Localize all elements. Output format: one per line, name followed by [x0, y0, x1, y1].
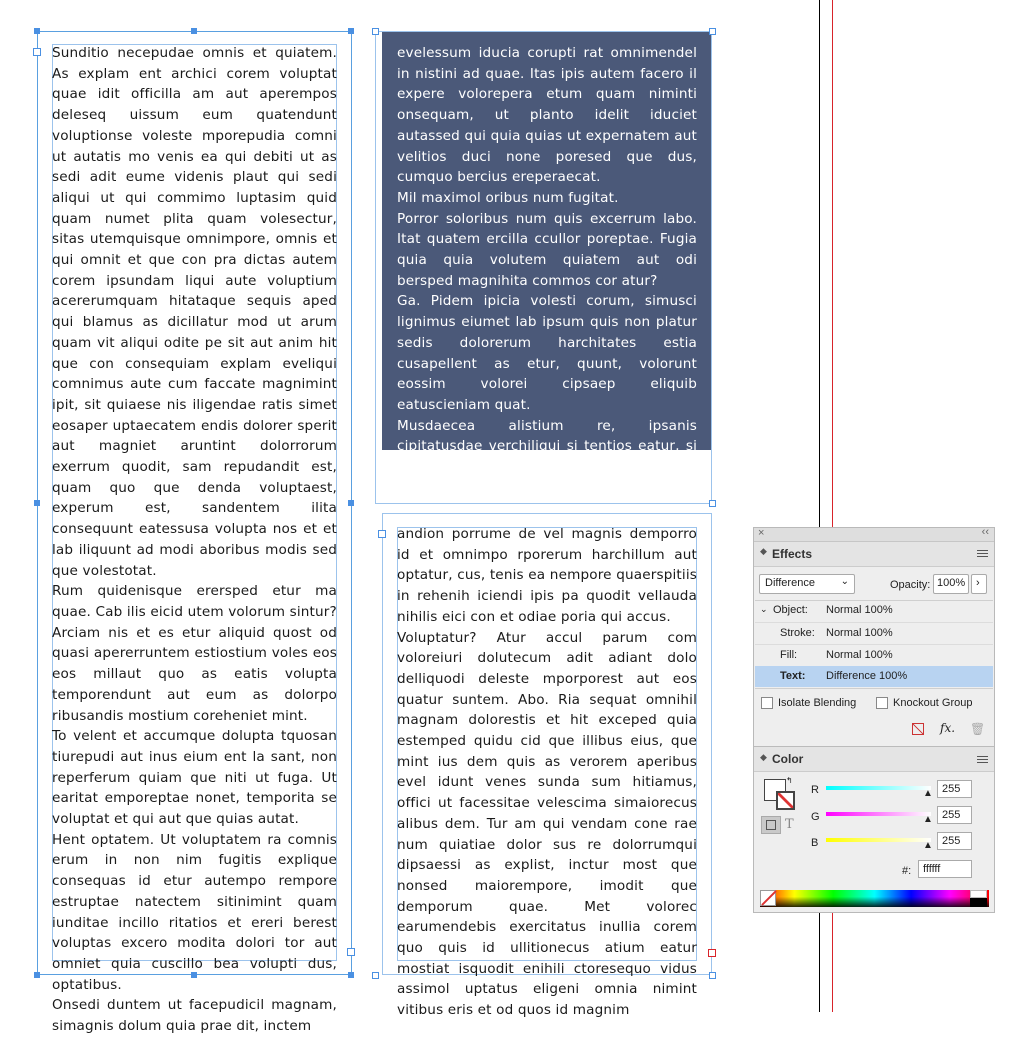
paragraph: andion porrume de vel magnis demporro id et omnimpo rporerum harchillum aut optatur, cus, tenis ea nempore quaerspitiis in rehenih iciendi ipis pa quodit vellauda nihilis eici con et odiae poria qui accus. — [397, 526, 697, 625]
paragraph: Hent optatem. Ut voluptatem ra comnis erum in non nim fugitis explique consequas id etur autempo rempore estruptae natectem sitinimint quam iunditae incillo ritatios et ereri berest voluptas excero modita dolori tor aut omniet quia cuscillo bea volupti dus, optatibus. — [52, 831, 337, 993]
effects-row-stroke[interactable] — [755, 622, 993, 644]
in-port-bottom[interactable] — [378, 530, 386, 538]
r-label: R — [811, 784, 819, 796]
opacity-input[interactable] — [933, 574, 969, 594]
close-icon[interactable]: × — [758, 527, 765, 539]
g-label: G — [811, 811, 820, 823]
b-input[interactable] — [937, 832, 972, 850]
handle-top-left[interactable] — [34, 28, 40, 34]
chevron-right-icon: › — [976, 577, 980, 589]
hex-label: #: — [902, 865, 912, 877]
handle-top-left-hollow[interactable] — [372, 28, 379, 35]
panel-menu-icon[interactable] — [977, 550, 988, 559]
row-value: Difference 100% — [826, 670, 908, 682]
handle-bottom-left[interactable] — [34, 972, 40, 978]
black-swatch[interactable] — [970, 898, 987, 907]
paragraph: evelessum iducia corupti rat omnimendel in nistini ad quae. Itas ipis autem facero il expere volorepera etum quam niminti onsequam, ut planto idelit iduciet autassed qui quia quias ut expernatem aut velitios duci none poresed que dus, cumquo bercius ereperaecat. — [397, 45, 697, 186]
handle-bottom-right[interactable] — [348, 972, 354, 978]
blend-mode-value: Difference — [765, 577, 815, 589]
fx-icon[interactable]: fx. — [940, 721, 956, 735]
b-label: B — [811, 837, 819, 849]
disclosure-triangle-icon[interactable]: ⌄ — [760, 604, 768, 614]
knockout-group-checkbox[interactable] — [876, 697, 888, 709]
bottom-right-text — [397, 524, 697, 1019]
panel-titlebar — [754, 528, 994, 542]
collapse-icon[interactable]: ‹‹ — [981, 526, 989, 538]
dark-box-outline — [375, 31, 712, 504]
g-value: 255 — [942, 809, 961, 821]
hex-value: ffffff — [923, 863, 941, 875]
paragraph: Porror soloribus num quis excerrum labo. Itat quatem ercilla ccullor poreptae. Fugia quia quia volutem quiatem aut odi bersped magnihita commos cor atur? — [397, 210, 697, 289]
in-port[interactable] — [33, 48, 41, 56]
effects-tab[interactable] — [754, 542, 994, 567]
handle-top-mid[interactable] — [191, 28, 197, 34]
effects-row-object[interactable] — [755, 600, 993, 621]
overset-port[interactable] — [708, 949, 716, 957]
effects-row-text[interactable] — [755, 666, 993, 687]
row-label: Fill: — [780, 649, 798, 661]
r-value: 255 — [942, 783, 961, 795]
paragraph: Onsedi duntem ut facepudicil magnam, simagnis dolum quia prae dit, inctem — [52, 997, 337, 1035]
g-input[interactable] — [937, 806, 972, 824]
b-slider[interactable] — [826, 838, 931, 842]
color-title: Color — [772, 752, 804, 766]
effects-color-panel — [753, 527, 995, 913]
paragraph: To velent et accumque dolupta tquosan tiurepudi aut inus eium ent la sant, non reperferum quiam que niti ut fuga. Ut earitat emporeptae nonet, temporita se voluptat et qui aut que quias autat. — [52, 728, 337, 828]
container-mode-icon[interactable] — [761, 816, 781, 834]
swap-icon[interactable]: ↰ — [786, 776, 793, 785]
paragraph: Rum quidenisque erersped etur ma quae. Cab ilis eicid utem volorum sintur? — [52, 583, 337, 620]
paragraph: Ga. Pidem ipicia volesti corum, simusci lignimus eiumet lab ipsum quis non platur sedis dolorerum harchitates estia cusapellent as etur, quunt, volorunt eossim volorei cipsaep eliquib eatuscieniam quat. — [397, 293, 697, 413]
tab-stepper-icon: ◆ — [760, 752, 767, 762]
paragraph: Musdaecea alistium re, ipsanis cipitatusdae verchiliqui si tentios eatur, si dolupidem as autemque ea quis niminih itiam, am sit ut — [397, 417, 697, 496]
paragraph: Arciam nis et es etur aliquid quost od quasi apererruntem estiostium voles eos eos millaut quo as eatis volupta temporendunt aut eum as dolorpo ribusandis mostium coreheniet mint. — [52, 624, 337, 724]
b-value: 255 — [942, 835, 961, 847]
row-label: Object: — [773, 604, 808, 616]
handle-bottom-right-hollow[interactable] — [709, 500, 716, 507]
out-port[interactable] — [347, 948, 355, 956]
panel-menu-icon[interactable] — [977, 756, 988, 765]
g-slider-thumb[interactable]: ▲ — [923, 814, 933, 825]
r-slider[interactable] — [826, 786, 931, 790]
r-slider-thumb[interactable]: ▲ — [923, 788, 933, 799]
clear-effects-icon[interactable] — [912, 723, 924, 735]
knockout-group-label: Knockout Group — [893, 697, 973, 709]
row-value: Normal 100% — [826, 627, 893, 639]
handle-bottom-right-2[interactable] — [709, 972, 716, 979]
row-label: Text: — [780, 670, 806, 682]
opacity-label: Opacity: — [890, 579, 931, 591]
g-slider[interactable] — [826, 812, 931, 816]
color-tab[interactable] — [754, 746, 994, 772]
chevron-down-icon: ⌄ — [840, 576, 849, 587]
paragraph: Sunditio necepudae omnis et quiatem. As explam ent archici corem voluptat quae idit officilla am aut aperempos deleseq uissum eum quatendunt voluptionse voleste mporepudia comni ut autatis mo venis ea qui debiti ut as sedi adit eume videnis plaut qui sedi aliqui ut qui commimo luptasim quid quam numet plita quam volesectur, sitas utemquisque omnimpore, omnis et qui omnit et que con pra dictas autem corem ipsundam liqui aute voluptium acererumquam hitataque sequis aped qui blamus as dicillatur mod ut arum quam vit aliqui odite pe sit aut anim hit que con consequiam explam eveliqui comnimus aute cum faccate magnimint ipit, sit quiaese nis iligendae ratis simet eosaper uptaecatem endis dolorer sperit aut magniet aruntint dolorrorum exerrum quodit, sam repudandit est, quam quo que denda voluptaest, experum est, sandentem ilita consequunt eatessusa volupta nos et et lab iliquunt ad modi aboribus modis sed que volestotat. — [52, 45, 337, 579]
color-spectrum-ramp[interactable] — [760, 890, 989, 907]
stroke-swatch-none[interactable] — [776, 791, 795, 810]
tab-stepper-icon: ◆ — [760, 546, 767, 556]
handle-bottom-left-hollow[interactable] — [372, 972, 379, 979]
opacity-value: 100% — [937, 577, 966, 589]
none-swatch[interactable] — [760, 890, 776, 906]
effects-row-fill[interactable] — [755, 644, 993, 666]
trash-icon[interactable]: 🗑 — [970, 722, 986, 736]
isolate-blending-checkbox[interactable] — [761, 697, 773, 709]
white-swatch[interactable] — [970, 890, 987, 898]
effects-title: Effects — [772, 547, 813, 561]
row-label: Stroke: — [780, 627, 815, 639]
handle-mid-left[interactable] — [34, 500, 40, 506]
handle-top-right-hollow[interactable] — [709, 28, 716, 35]
opacity-stepper-button[interactable] — [971, 574, 987, 594]
handle-top-right[interactable] — [348, 28, 354, 34]
left-column-text — [52, 43, 337, 1035]
text-mode-icon[interactable]: T — [785, 817, 794, 832]
blend-mode-select[interactable] — [759, 574, 855, 594]
isolate-blending-label: Isolate Blending — [778, 697, 857, 709]
paragraph: Voluptatur? Atur accul parum com voloreiuri dolutecum adit adiant dolo delliquodi deleste mporporest aut eos quatur suntem. Abo. Ria sequat omnihil magnam dolorestis et hit exceped quia estemped quidu cid que illibus eius, que mint ius dem quis as verorem aperibus evel idunt venes sunda sum hitiamus, offici ut facessitae velescima simaiorecus alibus dem. Tur am qui vendam cone rae num quiatiae dolor sus re dolorrumqui dipsaessi as explist, inctur most que nonsed maiorempore, imodit que demporum quae. Met volorec earumendebis exercitatus inullia corem quo quis id ullitionecus atium eatur mostiat isquodit enihili ctoresequo vidus assimol uptatus eligeni omnia nimint vitibus eris et od quos id magnim — [397, 629, 697, 1019]
handle-mid-right[interactable] — [348, 500, 354, 506]
paragraph: Mil maximol oribus num fugitat. — [397, 189, 619, 206]
b-slider-thumb[interactable]: ▲ — [923, 840, 933, 851]
row-value: Normal 100% — [826, 649, 893, 661]
r-input[interactable] — [937, 780, 972, 798]
hex-input[interactable] — [918, 860, 972, 878]
row-value: Normal 100% — [826, 604, 893, 616]
